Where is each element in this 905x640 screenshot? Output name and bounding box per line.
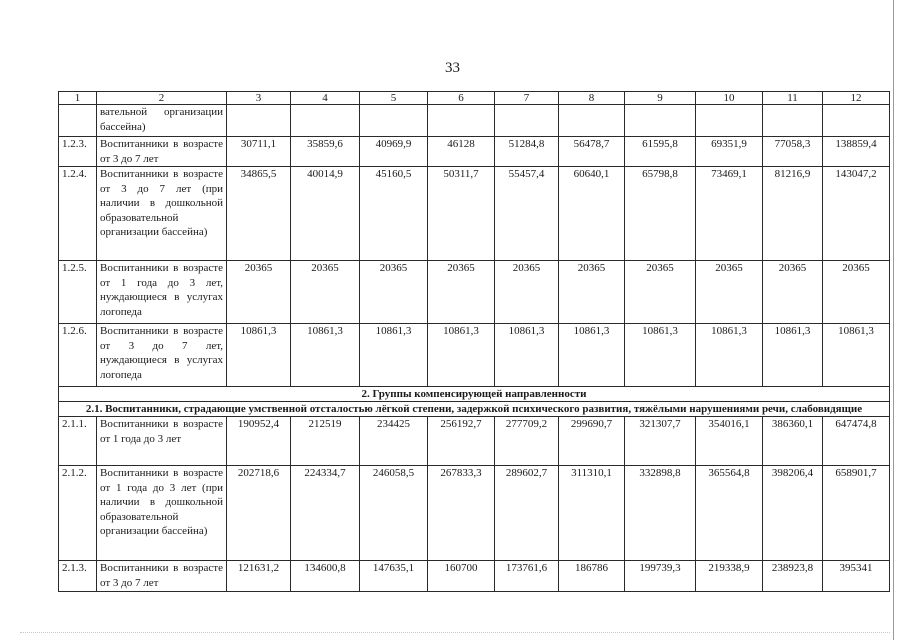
value-cell: 186786 <box>559 561 625 592</box>
value-cell: 20365 <box>763 261 823 324</box>
value-cell: 20365 <box>428 261 495 324</box>
value-cell <box>559 105 625 137</box>
value-cell: 10861,3 <box>428 324 495 387</box>
column-header: 11 <box>763 92 823 105</box>
value-cell: 56478,7 <box>559 137 625 167</box>
row-description: Воспитанники в возрасте от 1 года до 3 лет (при наличии в дошкольной образовательной организации бассейна) <box>97 466 227 561</box>
row-code: 2.1.3. <box>59 561 97 592</box>
table-row <box>59 105 890 137</box>
value-cell: 40014,9 <box>291 167 360 261</box>
table-row <box>59 466 890 561</box>
value-cell: 50311,7 <box>428 167 495 261</box>
page-number: 33 <box>445 60 460 76</box>
row-code: 1.2.5. <box>59 261 97 324</box>
value-cell: 311310,1 <box>559 466 625 561</box>
value-cell: 134600,8 <box>291 561 360 592</box>
table-row <box>59 137 890 167</box>
value-cell: 10861,3 <box>495 324 559 387</box>
value-cell: 658901,7 <box>823 466 890 561</box>
value-cell: 35859,6 <box>291 137 360 167</box>
value-cell: 365564,8 <box>696 466 763 561</box>
column-header: 12 <box>823 92 890 105</box>
value-cell: 10861,3 <box>559 324 625 387</box>
row-code: 1.2.3. <box>59 137 97 167</box>
value-cell: 354016,1 <box>696 417 763 466</box>
value-cell: 46128 <box>428 137 495 167</box>
value-cell: 81216,9 <box>763 167 823 261</box>
value-cell: 321307,7 <box>625 417 696 466</box>
value-cell: 51284,8 <box>495 137 559 167</box>
value-cell: 34865,5 <box>227 167 291 261</box>
value-cell: 173761,6 <box>495 561 559 592</box>
value-cell: 10861,3 <box>823 324 890 387</box>
column-header: 4 <box>291 92 360 105</box>
value-cell: 386360,1 <box>763 417 823 466</box>
value-cell: 212519 <box>291 417 360 466</box>
value-cell: 45160,5 <box>360 167 428 261</box>
table-row <box>59 561 890 592</box>
value-cell: 10861,3 <box>625 324 696 387</box>
value-cell: 77058,3 <box>763 137 823 167</box>
column-header: 2 <box>97 92 227 105</box>
value-cell: 65798,8 <box>625 167 696 261</box>
table-row <box>59 417 890 466</box>
row-code: 2.1.1. <box>59 417 97 466</box>
row-description: вательной организации бассейна) <box>97 105 227 137</box>
table-body <box>59 92 890 592</box>
page-edge-line <box>893 0 894 640</box>
column-header: 9 <box>625 92 696 105</box>
value-cell: 121631,2 <box>227 561 291 592</box>
section-title: 2.1. Воспитанники, страдающие умственной отсталостью лёгкой степени, задержкой психического развития, тяжёлыми нарушениями речи, слабовидящие <box>59 402 890 417</box>
column-header: 8 <box>559 92 625 105</box>
column-header: 7 <box>495 92 559 105</box>
column-header: 10 <box>696 92 763 105</box>
value-cell: 398206,4 <box>763 466 823 561</box>
value-cell <box>495 105 559 137</box>
value-cell: 267833,3 <box>428 466 495 561</box>
value-cell: 238923,8 <box>763 561 823 592</box>
section-row <box>59 387 890 402</box>
value-cell <box>625 105 696 137</box>
value-cell <box>227 105 291 137</box>
row-code: 1.2.6. <box>59 324 97 387</box>
value-cell: 147635,1 <box>360 561 428 592</box>
row-description: Воспитанники в возрасте от 1 года до 3 лет, нуждающиеся в услугах логопеда <box>97 261 227 324</box>
value-cell: 138859,4 <box>823 137 890 167</box>
value-cell <box>763 105 823 137</box>
table-row <box>59 261 890 324</box>
row-description: Воспитанники в возрасте от 3 до 7 лет <box>97 561 227 592</box>
table-row <box>59 324 890 387</box>
value-cell: 395341 <box>823 561 890 592</box>
column-header: 6 <box>428 92 495 105</box>
row-code: 1.2.4. <box>59 167 97 261</box>
row-description: Воспитанники в возрасте от 3 до 7 лет (при наличии в дошкольной образовательной организации бассейна) <box>97 167 227 261</box>
value-cell: 234425 <box>360 417 428 466</box>
value-cell: 224334,7 <box>291 466 360 561</box>
value-cell: 10861,3 <box>360 324 428 387</box>
value-cell: 20365 <box>227 261 291 324</box>
value-cell: 332898,8 <box>625 466 696 561</box>
value-cell: 246058,5 <box>360 466 428 561</box>
value-cell: 20365 <box>360 261 428 324</box>
value-cell: 69351,9 <box>696 137 763 167</box>
tariff-table <box>58 91 890 592</box>
section-row <box>59 402 890 417</box>
column-header: 3 <box>227 92 291 105</box>
value-cell: 10861,3 <box>291 324 360 387</box>
value-cell <box>360 105 428 137</box>
value-cell: 10861,3 <box>763 324 823 387</box>
value-cell: 199739,3 <box>625 561 696 592</box>
section-title: 2. Группы компенсирующей направленности <box>59 387 890 402</box>
value-cell: 20365 <box>823 261 890 324</box>
column-header-row <box>59 92 890 105</box>
row-description: Воспитанники в возрасте от 1 года до 3 лет <box>97 417 227 466</box>
column-header: 1 <box>59 92 97 105</box>
value-cell: 190952,4 <box>227 417 291 466</box>
value-cell: 256192,7 <box>428 417 495 466</box>
value-cell: 20365 <box>291 261 360 324</box>
value-cell: 20365 <box>559 261 625 324</box>
value-cell: 10861,3 <box>227 324 291 387</box>
value-cell: 143047,2 <box>823 167 890 261</box>
value-cell <box>696 105 763 137</box>
column-header: 5 <box>360 92 428 105</box>
row-code <box>59 105 97 137</box>
value-cell: 20365 <box>495 261 559 324</box>
value-cell: 289602,7 <box>495 466 559 561</box>
value-cell: 277709,2 <box>495 417 559 466</box>
table-row <box>59 167 890 261</box>
value-cell: 647474,8 <box>823 417 890 466</box>
value-cell: 40969,9 <box>360 137 428 167</box>
value-cell: 20365 <box>696 261 763 324</box>
value-cell: 60640,1 <box>559 167 625 261</box>
row-description: Воспитанники в возрасте от 3 до 7 лет, нуждающиеся в услугах логопеда <box>97 324 227 387</box>
value-cell: 73469,1 <box>696 167 763 261</box>
row-code: 2.1.2. <box>59 466 97 561</box>
scan-edge-noise <box>20 632 890 634</box>
value-cell: 219338,9 <box>696 561 763 592</box>
value-cell: 160700 <box>428 561 495 592</box>
value-cell: 55457,4 <box>495 167 559 261</box>
row-description: Воспитанники в возрасте от 3 до 7 лет <box>97 137 227 167</box>
value-cell: 202718,6 <box>227 466 291 561</box>
value-cell <box>291 105 360 137</box>
value-cell <box>823 105 890 137</box>
value-cell <box>428 105 495 137</box>
value-cell: 20365 <box>625 261 696 324</box>
value-cell: 299690,7 <box>559 417 625 466</box>
value-cell: 30711,1 <box>227 137 291 167</box>
value-cell: 10861,3 <box>696 324 763 387</box>
value-cell: 61595,8 <box>625 137 696 167</box>
